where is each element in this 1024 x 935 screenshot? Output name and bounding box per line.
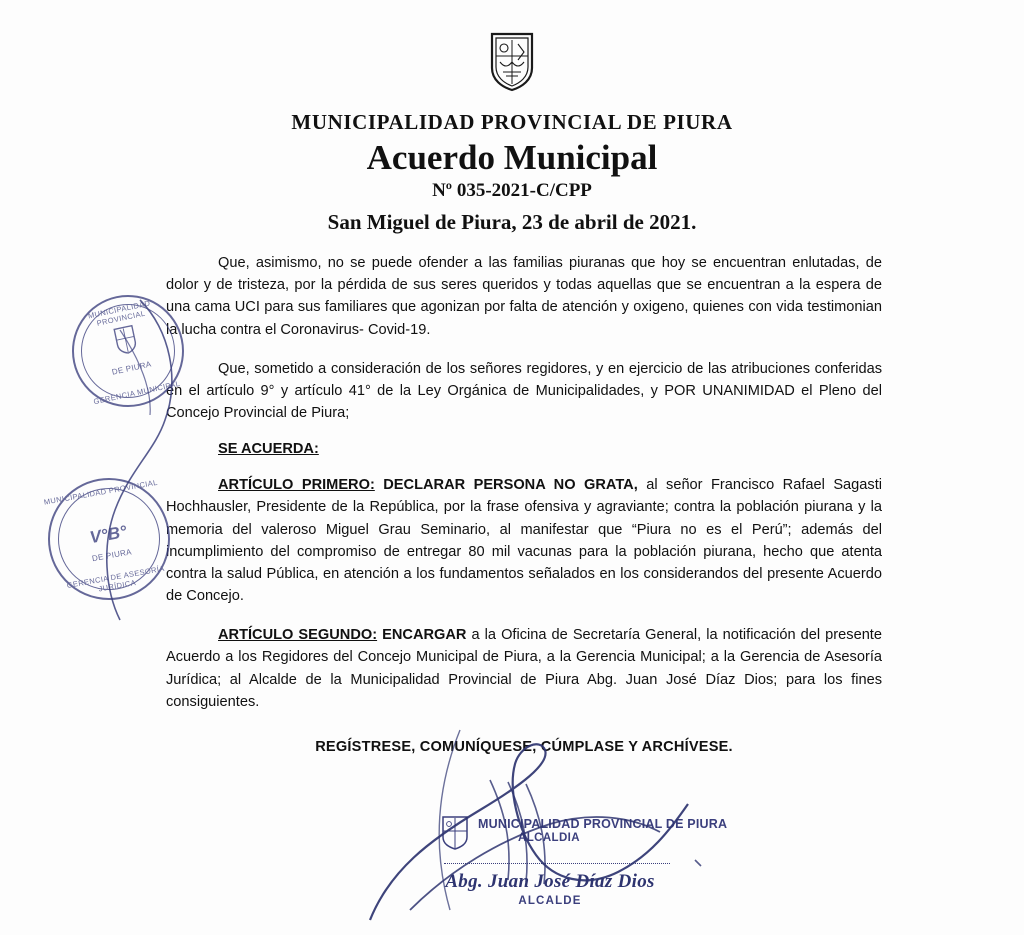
paragraph-articulo-segundo [166, 624, 882, 713]
se-acuerda-heading: SE ACUERDA: [218, 441, 319, 458]
page-title: Acuerdo Municipal [366, 138, 658, 177]
header-crest-container [0, 30, 1024, 97]
document-body [166, 252, 882, 755]
articulo-primero-label: ARTÍCULO PRIMERO: [218, 477, 375, 494]
organization-name: MUNICIPALIDAD PROVINCIAL DE PIURA [291, 110, 733, 134]
paragraph-text: Que, asimismo, no se puede ofender a las familias piuranas que hoy se encuentran enlutadas, de dolor y de tristeza, por la pérdida de sus seres queridos y todas aquellas que se encuentran a la espera de una cama UCI para sus familiares que agonizan por falta de atención y oxigeno, quienes con vida testimonian la lucha contra el Coronavirus- Covid-19. [166, 255, 882, 338]
articulo-primero-action-text: DECLARAR PERSONA NO GRATA, [383, 477, 638, 494]
seal-top-text: MUNICIPALIDAD PROVINCIAL [87, 298, 152, 328]
seal-gerencia-asesoria-juridica [38, 468, 179, 609]
articulo-primero-text: al señor Francisco Rafael Sagasti Hochhausler, Presidente de la República, por la frase ofensiva y agraviante; contra la población piurana y la memoria del valeroso Miguel Grau Seminario, al manifestar que “Piura no es el Perú”; además del incumplimiento del compromiso de entregar 80 mil vacunas para la población piurana, hecho que atenta contra la salud Pública, en atención a los fundamentos señalados en los considerandos del presente Acuerdo de Concejo. [166, 477, 882, 605]
seal-vbo-mark: V°B° [88, 521, 129, 547]
seal-bottom-text: GERENCIA MUNICIPAL [92, 378, 181, 407]
seal-mid-text: DE PIURA [111, 359, 153, 377]
seal-top-text: MUNICIPALIDAD PROVINCIAL [43, 477, 159, 507]
signature-dotted-line [444, 863, 670, 864]
coat-of-arms-icon [486, 30, 538, 92]
articulo-primero-action [375, 477, 383, 493]
signature-stamp-line-1: MUNICIPALIDAD PROVINCIAL DE PIURA [478, 817, 728, 831]
seal-mid-text: DE PIURA [91, 547, 133, 563]
paragraph-articulo-primero [166, 474, 882, 607]
signatory-role: ALCALDE [518, 895, 582, 907]
paragraph-text: Que, sometido a consideración de los señores regidores, y en ejercicio de las atribuciones conferidas en el artículo 9° y artículo 41° de la Ley Orgánica de Municipalidades, y POR UNANIMIDAD el Pleno del Concejo Provincial de Piura; [166, 360, 882, 422]
document-place-date: San Miguel de Piura, 23 de abril de 2021. [327, 210, 697, 234]
se-acuerda-container [166, 441, 882, 457]
signature-stamp-line-2: ALCALDIA [518, 832, 580, 844]
seal-bottom-text: GERENCIA DE ASESORÍA JURÍDICA [66, 563, 166, 594]
paragraph-considerando-1 [166, 252, 882, 341]
articulo-segundo-label: ARTÍCULO SEGUNDO: [218, 627, 378, 644]
articulo-segundo-text: a la Oficina de Secretaría General, la notificación del presente Acuerdo a los Regidores del Concejo Municipal de Piura, a la Gerencia Municipal; a la Gerencia de Asesoría Jurídica; al Alcalde de la Municipalidad Provincial de Piura Abg. Juan José Díaz Dios; para los fines consiguientes. [166, 627, 882, 710]
closing-statement: REGÍSTRESE, COMUNÍQUESE, CÚMPLASE Y ARCHÍVESE. [315, 738, 733, 755]
articulo-segundo-action-text: ENCARGAR [382, 627, 467, 644]
coat-of-arms-icon [440, 815, 470, 851]
signatory-name: Abg. Juan José Díaz Dios [445, 871, 655, 892]
paragraph-considerando-2 [166, 358, 882, 425]
document-number: Nº 035-2021-C/CPP [432, 180, 592, 201]
